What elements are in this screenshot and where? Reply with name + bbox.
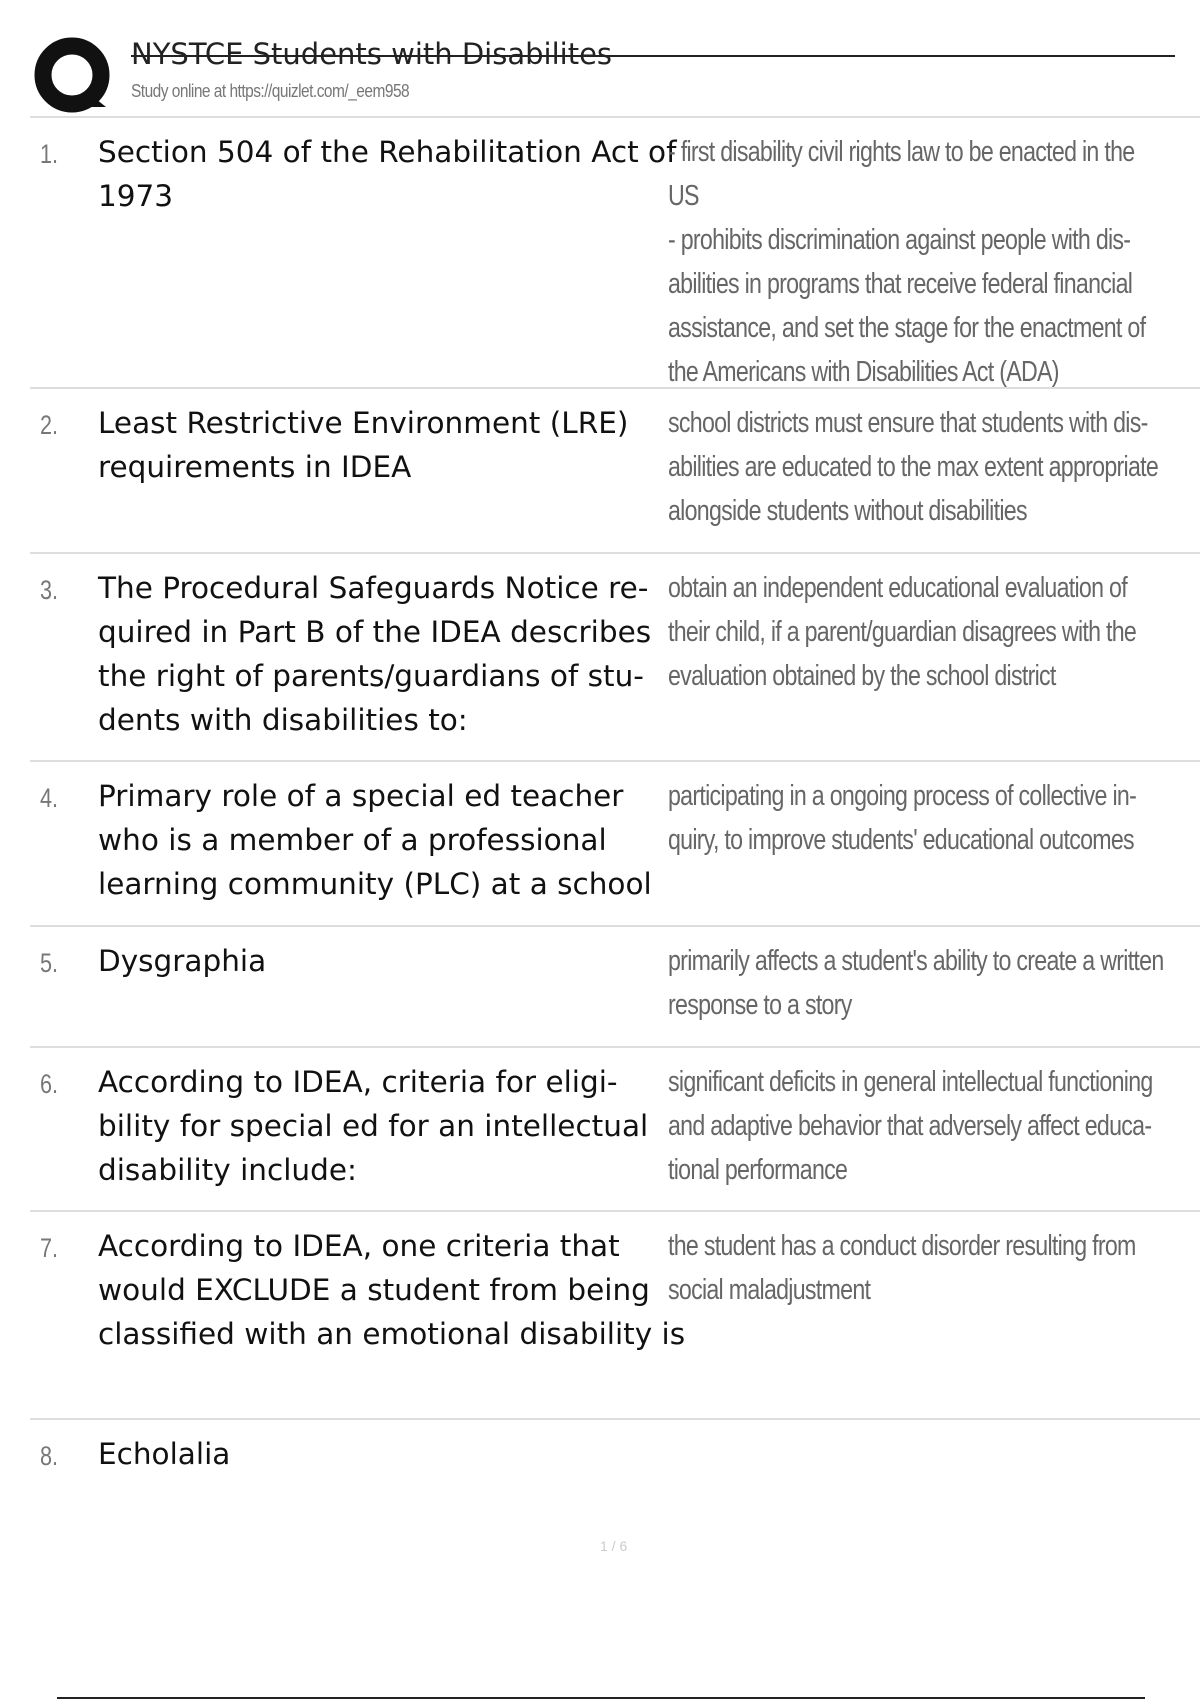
document-header xyxy=(30,30,1150,110)
card-term: Section 504 of the Rehabilitation Act of 1973 xyxy=(98,135,677,213)
flashcard-row xyxy=(30,927,1200,1048)
card-number: 3. xyxy=(40,575,59,605)
flashcard-row xyxy=(30,389,1200,554)
card-term: The Procedural Safeguards Notice re- quired in Part B of the IDEA describes the right of parents/guardians of stu- dents with disabilities to: xyxy=(98,571,652,737)
card-term: According to IDEA, criteria for eligi- bility for special ed for an intellectual disability include: xyxy=(98,1065,649,1187)
card-term: Dysgraphia xyxy=(98,944,267,978)
quizlet-logo-icon xyxy=(32,35,142,117)
card-definition xyxy=(668,401,1159,533)
definition-line: quiry, to improve students' educational outcomes xyxy=(668,824,1134,856)
card-number: 2. xyxy=(40,410,59,440)
card-definition xyxy=(668,130,1156,394)
card-term: According to IDEA, one criteria that would EXCLUDE a student from being classified with an emotional disability is xyxy=(98,1229,686,1351)
card-definition xyxy=(668,1224,1156,1312)
definition-line: the student has a conduct disorder resulting from xyxy=(668,1230,1136,1262)
flashcard-row xyxy=(30,1212,1200,1420)
definition-line: response to a story xyxy=(668,989,852,1021)
card-definition xyxy=(668,1060,1156,1192)
definition-line: abilities in programs that receive federal financial xyxy=(668,268,1133,300)
card-term: Primary role of a special ed teacher who is a member of a professional learning community (PLC) at a school xyxy=(98,779,652,901)
definition-line: primarily affects a student's ability to create a written xyxy=(668,945,1164,977)
definition-line: tional performance xyxy=(668,1154,848,1186)
definition-line: significant deficits in general intellectual functioning xyxy=(668,1066,1153,1098)
definition-line: the Americans with Disabilities Act (ADA) xyxy=(668,356,1059,388)
definition-line: - first disability civil rights law to be enacted in the xyxy=(668,136,1135,168)
flashcard-row xyxy=(30,118,1200,389)
definition-line: social maladjustment xyxy=(668,1274,871,1306)
definition-line: their child, if a parent/guardian disagrees with the xyxy=(668,616,1137,648)
card-term: Echolalia xyxy=(98,1437,231,1471)
definition-line: - prohibits discrimination against people with dis- xyxy=(668,224,1131,256)
definition-line: school districts must ensure that students with dis- xyxy=(668,407,1148,439)
card-number: 5. xyxy=(40,948,59,978)
definition-line: assistance, and set the stage for the enactment of xyxy=(668,312,1146,344)
flashcard-row xyxy=(30,1048,1200,1212)
flashcard-list xyxy=(30,118,1200,1500)
flashcard-row xyxy=(30,762,1200,927)
document-title: NYSTCE Students with Disabilites xyxy=(131,37,613,71)
card-number: 1. xyxy=(40,139,59,169)
study-online-link[interactable]: Study online at https://quizlet.com/_eem958 xyxy=(131,81,410,101)
page-number: 1 / 6 xyxy=(600,1538,628,1554)
definition-line: evaluation obtained by the school district xyxy=(668,660,1056,692)
flashcard-row xyxy=(30,1420,1200,1500)
definition-line: alongside students without disabilities xyxy=(668,495,1027,527)
card-definition xyxy=(668,774,1156,862)
card-number: 4. xyxy=(40,783,59,813)
definition-line: abilities are educated to the max extent appropriate xyxy=(668,451,1159,483)
definition-line: and adaptive behavior that adversely affect educa- xyxy=(668,1110,1152,1142)
card-number: 7. xyxy=(40,1233,59,1263)
definition-line: US xyxy=(668,180,699,212)
card-number: 6. xyxy=(40,1069,59,1099)
card-number: 8. xyxy=(40,1441,59,1471)
card-definition xyxy=(668,939,1164,1027)
card-term: Least Restrictive Environment (LRE) requirements in IDEA xyxy=(98,406,629,484)
definition-line: participating in a ongoing process of collective in- xyxy=(668,780,1137,812)
card-definition xyxy=(668,566,1156,698)
flashcard-row xyxy=(30,554,1200,762)
definition-line: obtain an independent educational evaluation of xyxy=(668,572,1127,604)
footer-divider xyxy=(57,1697,1145,1699)
